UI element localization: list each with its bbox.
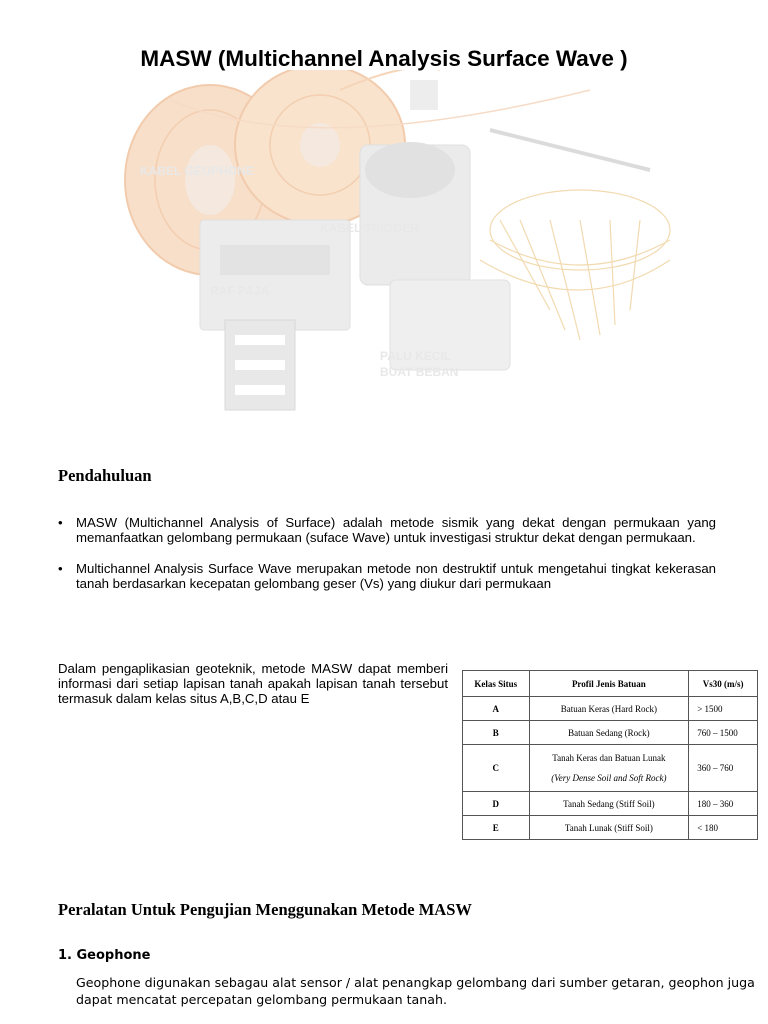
kelas-cell: C xyxy=(463,745,530,792)
list-item xyxy=(58,561,716,591)
application-paragraph: Dalam pengaplikasian geoteknik, metode MASW dapat memberi informasi dari setiap lapisan tanah apakah lapisan tanah tersebut termasuk dalam kelas situs A,B,C,D atau E xyxy=(58,661,448,706)
vs-cell: > 1500 xyxy=(689,697,758,721)
equipment-photo xyxy=(110,70,690,430)
photo-label: PALU KECIL xyxy=(380,349,452,363)
kelas-cell: D xyxy=(463,792,530,816)
profil-cell: Tanah Sedang (Stiff Soil) xyxy=(529,792,689,816)
photo-label: KABEL GEOPHONE xyxy=(140,164,254,178)
kelas-cell: A xyxy=(463,697,530,721)
profil-cell: Batuan Sedang (Rock) xyxy=(529,721,689,745)
table-row xyxy=(463,816,758,840)
table-header-row xyxy=(463,671,758,697)
profil-cell: Batuan Keras (Hard Rock) xyxy=(529,697,689,721)
intro-heading: Pendahuluan xyxy=(58,466,152,485)
bullet-text: MASW (Multichannel Analysis of Surface) adalah metode sismik yang dekat dengan permukaan yang memanfaatkan gelombang permukaan (suface Wave) untuk investigasi struktur dekat dengan permukaan. xyxy=(76,515,716,545)
profil-line: Tanah Keras dan Batuan Lunak xyxy=(552,753,666,763)
vs-cell: < 180 xyxy=(689,816,758,840)
page-title: MASW (Multichannel Analysis Surface Wave ) xyxy=(140,46,628,71)
intro-bullets xyxy=(58,515,716,607)
bullet-icon: • xyxy=(58,561,63,576)
kelas-cell: B xyxy=(463,721,530,745)
table-row xyxy=(463,697,758,721)
profil-line-2: (Very Dense Soil and Soft Rock) xyxy=(551,773,667,783)
geophone-description: Geophone digunakan sebagau alat sensor / alat penangkap gelombang dari sumber getaran, geophon juga dapat mencatat percepatan gelombang permukaan tanah. xyxy=(76,975,755,1007)
bullet-text: Multichannel Analysis Surface Wave merupakan metode non destruktif untuk mengetahui tingkat kekerasan tanah berdasarkan kecepatan gelombang geser (Vs) yang diukur dari permukaan xyxy=(76,561,716,591)
column-header: Profil Jenis Batuan xyxy=(529,671,689,697)
table-row xyxy=(463,721,758,745)
profil-cell: Tanah Lunak (Stiff Soil) xyxy=(529,816,689,840)
bullet-icon: • xyxy=(58,515,63,530)
table-row xyxy=(463,792,758,816)
list-item xyxy=(58,515,716,545)
column-header: Kelas Situs xyxy=(463,671,530,697)
vs-cell: 360 – 760 xyxy=(689,745,758,792)
profil-cell xyxy=(529,745,689,792)
photo-label: BUAT BEBAN xyxy=(380,365,459,379)
equipment-heading: Peralatan Untuk Pengujian Menggunakan Metode MASW xyxy=(58,900,472,919)
column-header: Vs30 (m/s) xyxy=(689,671,758,697)
table-row xyxy=(463,745,758,792)
photo-label: RAF PAJA xyxy=(210,284,270,298)
vs-cell: 760 – 1500 xyxy=(689,721,758,745)
kelas-cell: E xyxy=(463,816,530,840)
vs-cell: 180 – 360 xyxy=(689,792,758,816)
geophone-heading: 1. Geophone xyxy=(58,948,151,963)
photo-label: KABEL TRIGGER xyxy=(320,221,420,235)
site-class-table xyxy=(462,670,758,840)
